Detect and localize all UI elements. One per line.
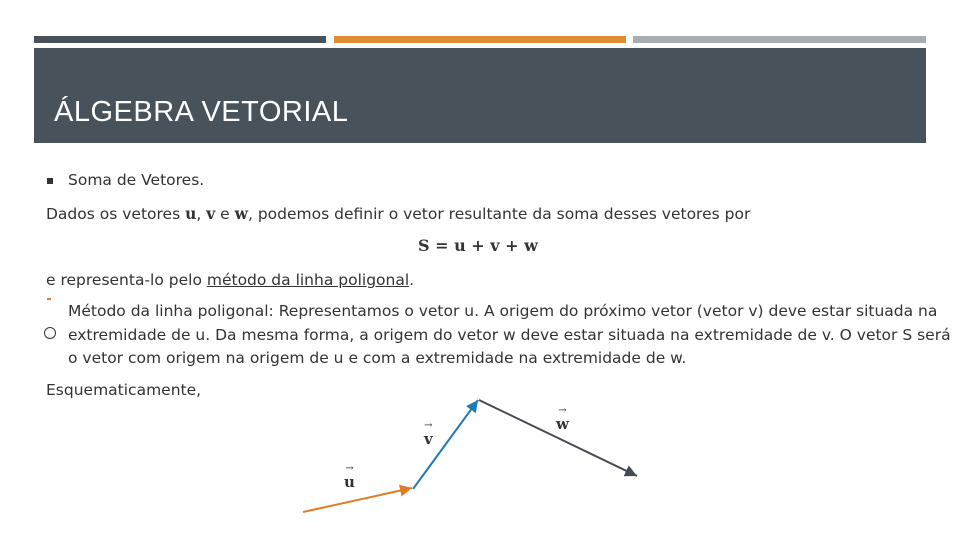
- method-line-1: Método da linha poligonal: Representamos o vetor u. A origem do próximo vetor (vetor v) deve estar situada na: [68, 302, 938, 320]
- intro-sep-2: e: [215, 205, 235, 223]
- method-line-2: extremidade de u. Da mesma forma, a origem do vetor w deve estar situada na extremidade de v. O vetor S será: [68, 326, 951, 344]
- sum-formula: S = u + v + w: [418, 236, 538, 255]
- vector-u-label: → u: [344, 463, 355, 491]
- arrow-over-w-icon: →: [558, 405, 567, 416]
- vector-v-arrow: [413, 400, 478, 489]
- arrow-over-v-icon: →: [424, 420, 433, 431]
- represent-text-2: .: [409, 271, 415, 289]
- schematic-label: Esquematicamente,: [46, 381, 202, 399]
- intro-text-2: , podemos definir o vetor resultante da soma desses vetores por: [247, 205, 751, 223]
- intro-text-1: Dados os vetores: [46, 205, 186, 223]
- method-link[interactable]: método da linha poligonal: [206, 271, 410, 289]
- vector-u-arrow: [303, 488, 412, 512]
- method-line-3: o vetor com origem na origem de u e com a extremidade na extremidade de w.: [68, 349, 687, 367]
- represent-text-1: e representa-lo pelo: [46, 271, 207, 289]
- arrow-over-u-icon: →: [345, 463, 354, 474]
- vector-u-inline: u: [185, 204, 197, 223]
- vector-v-inline: v: [206, 204, 216, 223]
- intro-sep-1: ,: [196, 205, 207, 223]
- vector-w-label: → w: [556, 405, 569, 433]
- vector-v-label: → v: [424, 420, 433, 448]
- vector-w-inline: w: [234, 204, 248, 223]
- slide-title: ÁLGEBRA VETORIAL: [54, 96, 349, 128]
- bullet-text: Soma de Vetores.: [68, 171, 205, 189]
